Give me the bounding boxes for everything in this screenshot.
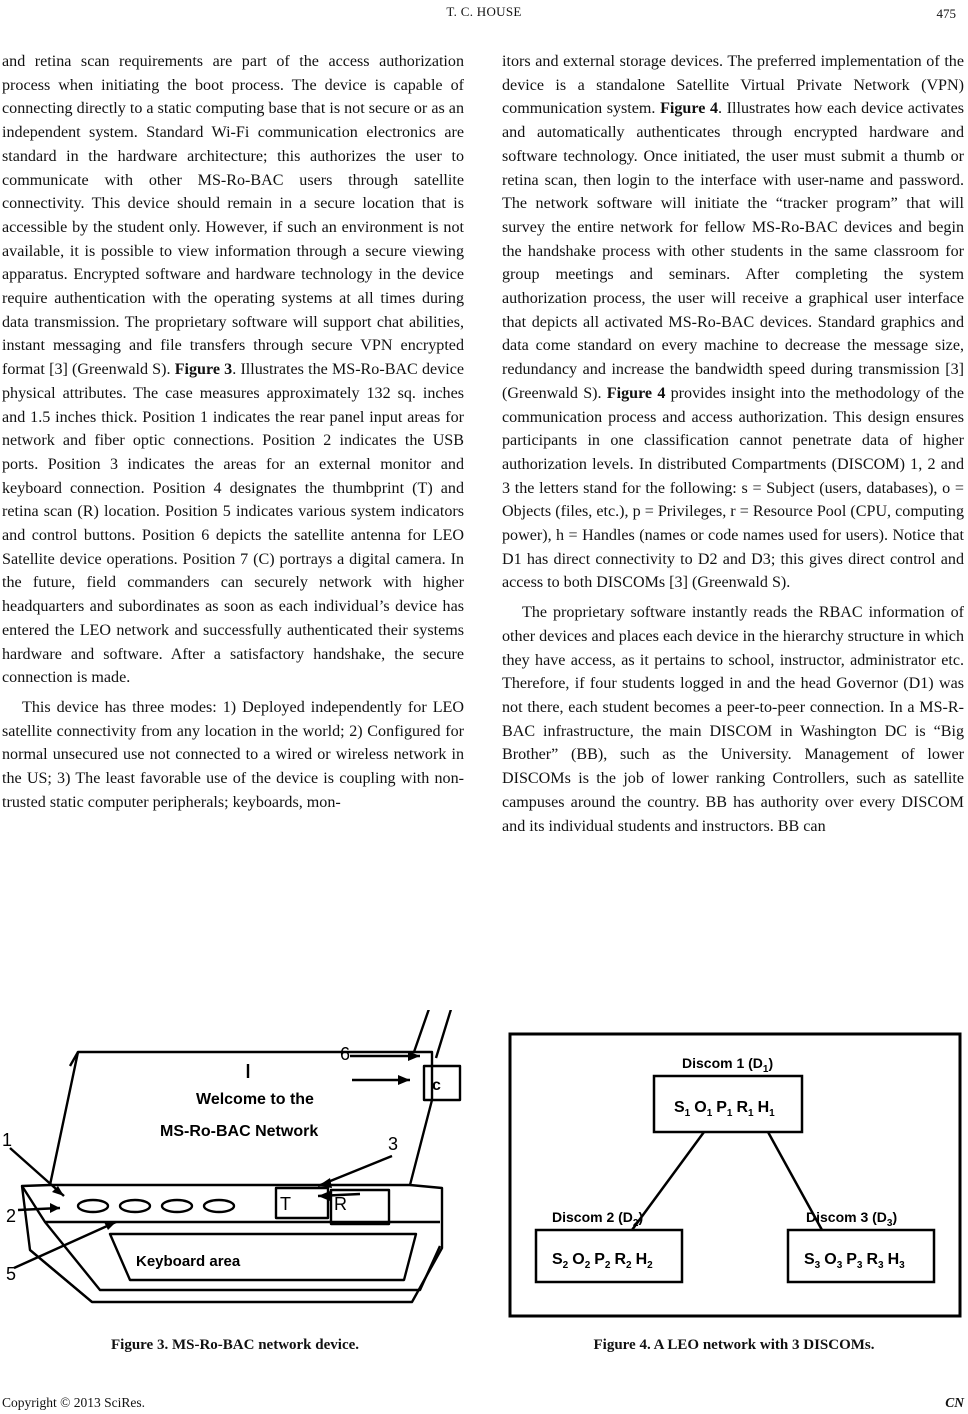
figure-3-caption: Figure 3. MS-Ro-BAC network device. [110, 1337, 360, 1353]
figure-4-discom-diagram [506, 1030, 964, 1320]
running-head-author: T. C. HOUSE [446, 4, 522, 19]
camera-box [424, 1066, 460, 1100]
discom-hierarchy [506, 1030, 964, 1320]
thumb-label: T [280, 1194, 291, 1214]
port-oval-2 [120, 1200, 150, 1212]
discom-2-title: Discom 2 $(D_2)$ [552, 1209, 644, 1229]
lid-outline [50, 1052, 432, 1185]
figure-4-caption: Figure 4. A LEO network with 3 DISCOMs. [593, 1337, 875, 1353]
callout-6: 6 [340, 1044, 351, 1064]
screen-line-1: Welcome to the [196, 1091, 314, 1108]
port-oval-1 [78, 1200, 108, 1212]
figure-3-reference: Figure 3 [174, 361, 233, 379]
device-sketch [0, 1010, 470, 1328]
port-oval-3 [162, 1200, 192, 1212]
discom-1-attributes: $S_1$ $O_1$ $P_1$ $R_1$ $H_1$ [674, 1099, 775, 1119]
right-paragraph-1: itors and external storage devices. The preferred implementation of the device is a standalone Satellite Virtual Private Network (VPN) communication system. Figure 4. Illustrates how each device activates and automatically authenticates through encrypted hardware and software technology. Once initiated, the user must submit a thumb or retina scan, then login to the interface with user-name and password. The network software will initiate the “tracker program” that will survey the entire network for fellow MS-Ro-BAC devices and begin the handshake process with other students in the same classroom for group meetings and seminars. After completing the system authorization process, the user will receive a graphical user interface that depicts all activated MS-Ro-BAC devices. Standard graphics and data come standard on every machine to decrease the message size, redundancy and increase the bandwidth speed during transmission [3] (Greenwald S). Figure 4 provides insight into the methodology of the communication process and access authorization. This design ensures participants in one classification cannot penetrate data of higher authorization levels. In distributed Compartments (DISCOM) 1, 2 and 3 the letters stand for the following: s = Subject (users, databases), o = Objects (files, etc.), p = Privileges, r = Resource Pool (CPU, computing power), h = Handles (names or code names used for users). Notice that D1 has direct connectivity to D2 and D3; this gives direct control and access to both DISCOMs [3] (Greenwald S). [502, 53, 965, 592]
discom-3-attributes: $S_3$ $O_3$ $P_3$ $R_3$ $H_3$ [804, 1251, 905, 1271]
figure-4-reference: Figure 4 [606, 384, 666, 402]
journal-abbreviation: CN [945, 1395, 964, 1410]
discom-3-title: Discom 3 $(D_3)$ [806, 1209, 898, 1229]
callout-3: 3 [388, 1134, 399, 1154]
copyright-notice: Copyright © 2013 SciRes. [2, 1395, 146, 1410]
callout-2: 2 [6, 1206, 17, 1226]
callout-5: 5 [6, 1264, 17, 1284]
screen-line-2: MS-Ro-BAC Network [160, 1123, 319, 1140]
camera-label: c [432, 1077, 441, 1094]
right-column [502, 50, 964, 838]
callout-1: 1 [2, 1130, 13, 1150]
page-number: 475 [936, 6, 956, 21]
left-column [2, 50, 464, 815]
discom-1-title: Discom 1 $(D_1)$ [682, 1055, 774, 1075]
figure-4-reference: Figure 4 [660, 100, 719, 118]
left-paragraph-1: and retina scan requirements are part of the access authorization process when initiating the boot process. The device is capable of connecting directly to a static computing base that is not secure or as an independent system. Standard Wi-Fi communication electronics are standard in the hardware architecture; this authorizes the user to communicate with other MS-Ro-BAC users through satellite connectivity. This device should remain in a secure location that is accessible by the student only. However, if such an environment is not available, it is possible to view information through a secure viewing apparatus. Encrypted software and hardware technology in the device require authentication with the operating systems at all times during data transmission. The proprietary software will support chat abilities, instant messaging and file transfers through secure VPN encrypted format [3] (Greenwald S). Figure 3. Illustrates the MS-Ro-BAC device physical attributes. The case measures approximately 132 sq. inches and 1.5 inches thick. Position 1 indicates the rear panel input areas for network and fiber optic connections. Position 2 indicates the USB ports. Position 3 indicates the areas for an external monitor and keyboard connection. Position 4 designates the thumbprint (T) and retina scan (R) location. Position 5 indicates various system indicators and control buttons. Position 6 depicts the satellite antenna for LEO Satellite device operations. Position 7 (C) portrays a digital camera. In the future, field commanders can securely network with higher headquarters and subordinates as soon as each individual’s device has entered the LEO network and successfully authenticated their systems hardware and software. After a satisfactory handshake, the secure connection is made. [2, 53, 464, 687]
retina-label: R [334, 1194, 347, 1214]
port-oval-4 [204, 1200, 234, 1212]
left-paragraph-2: This device has three modes: 1) Deployed independently for LEO satellite connectivity from any location in the world; 2) Configured for normal unsecured use not connected to a wired or wireless network in the US; 3) The least favorable use of the device is coupling with non-trusted static computer peripherals; keyboards, mon- [2, 698, 464, 811]
discom-2-attributes: $S_2$ $O_2$ $P_2$ $R_2$ $H_2$ [552, 1251, 653, 1271]
keyboard-label: Keyboard area [136, 1253, 241, 1270]
figure-3-device-drawing [0, 1010, 470, 1328]
base-top-edge [22, 1186, 440, 1222]
right-paragraph-2: The proprietary software instantly reads the RBAC information of other devices and places each device in the hierarchy structure in which they have access, as it pertains to school, instructor, administrator etc. Therefore, if four students logged in and the head Governor (D1) was not there, each student becomes a peer-to-peer connection. In a MS-R-BAC infrastructure, the main DISCOM in Washington DC is “Big Brother” (BB), such as the University. Management of lower DISCOMs is the job of lower ranking Controllers, such as satellite campuses around the country. BB has authority over every DISCOM and its individual students and instructors. BB can [502, 604, 964, 835]
